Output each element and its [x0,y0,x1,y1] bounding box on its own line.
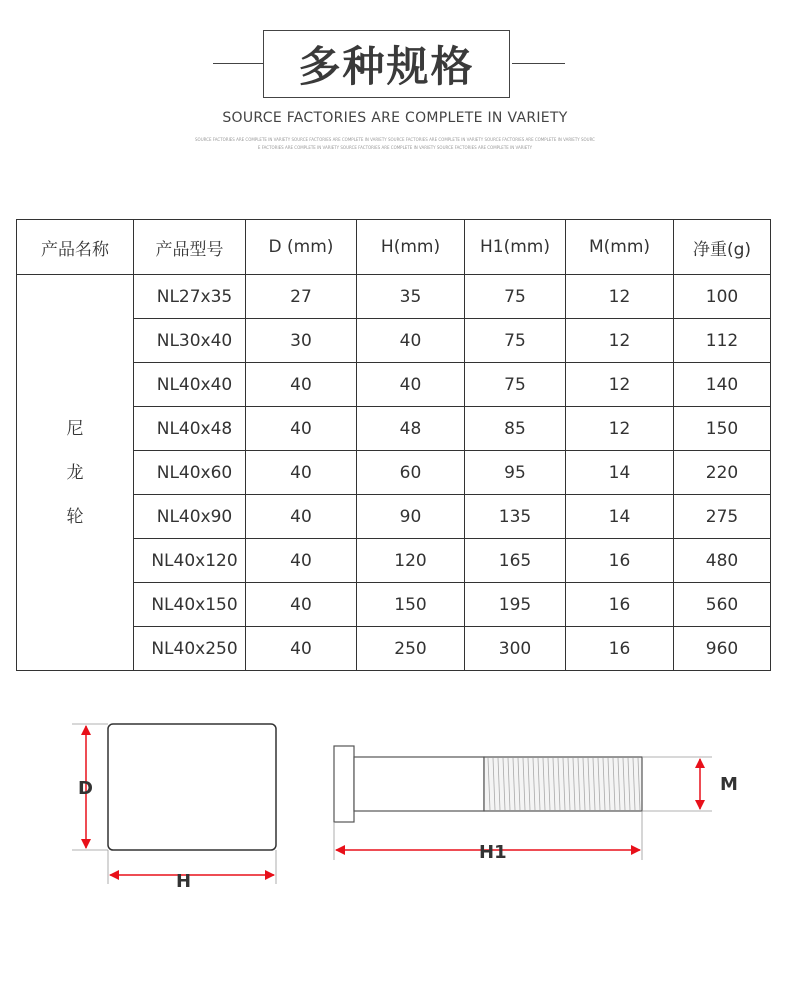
m-cell: 12 [566,407,674,451]
table-header-row [17,220,771,275]
weight-cell: 275 [674,495,771,539]
weight-cell: 150 [674,407,771,451]
m-cell: 14 [566,495,674,539]
weight-cell: 960 [674,627,771,671]
model-cell: NL40x90 [134,495,246,539]
micro-text-line-1: SOURCE FACTORIES ARE COMPLETE IN VARIETY SOURCE FACTORIES ARE COMPLETE IN VARIETY SOURCE FACTORIES ARE COMPLETE IN VARIETY SOURCE FACTORIES ARE COMPLETE IN VARIETY SOURC [195,137,595,142]
weight-cell: 560 [674,583,771,627]
product-name-char: 尼 [66,418,84,439]
d-cell: 40 [246,583,357,627]
title-box [263,30,510,98]
block-drawing [72,724,276,892]
h1-cell: 135 [465,495,566,539]
bolt-shank [354,757,484,811]
model-cell: NL40x60 [134,451,246,495]
block-outline [108,724,276,850]
m-cell: 12 [566,319,674,363]
model-cell: NL27x35 [134,275,246,319]
h-cell: 150 [357,583,465,627]
h1-cell: 300 [465,627,566,671]
h-cell: 35 [357,275,465,319]
h-cell: 60 [357,451,465,495]
column-header: H1(mm) [465,220,566,275]
h1-cell: 165 [465,539,566,583]
label-h1: H1 [479,842,507,863]
d-cell: 40 [246,539,357,583]
micro-text-line-2: E FACTORIES ARE COMPLETE IN VARIETY SOURCE FACTORIES ARE COMPLETE IN VARIETY SOURCE FACTORIES ARE COMPLETE IN VARIETY [257,145,533,150]
d-cell: 40 [246,407,357,451]
product-name-char: 轮 [66,506,84,527]
d-cell: 40 [246,495,357,539]
column-header: D (mm) [246,220,357,275]
model-cell: NL40x250 [134,627,246,671]
label-d: D [78,778,93,799]
h-cell: 48 [357,407,465,451]
weight-cell: 220 [674,451,771,495]
column-header: M(mm) [566,220,674,275]
d-cell: 30 [246,319,357,363]
column-header: H(mm) [357,220,465,275]
h1-cell: 85 [465,407,566,451]
page-subtitle: SOURCE FACTORIES ARE COMPLETE IN VARIETY [222,110,568,126]
title-rule-right [512,63,565,64]
page-title: 多种规格 [298,42,475,91]
column-header: 产品型号 [134,220,246,275]
product-name-cell [17,275,134,671]
h1-cell: 75 [465,275,566,319]
h-cell: 90 [357,495,465,539]
m-cell: 16 [566,583,674,627]
label-h: H [176,871,192,892]
d-cell: 27 [246,275,357,319]
product-name-char: 龙 [66,462,84,483]
m-cell: 12 [566,363,674,407]
bolt-drawing [334,746,738,863]
column-header: 净重(g) [674,220,771,275]
h1-cell: 195 [465,583,566,627]
m-cell: 16 [566,539,674,583]
spec-table [16,219,771,671]
bolt-head [334,746,354,822]
h-cell: 40 [357,363,465,407]
model-cell: NL40x120 [134,539,246,583]
column-header: 产品名称 [17,220,134,275]
weight-cell: 140 [674,363,771,407]
section-header [0,30,790,100]
m-cell: 14 [566,451,674,495]
d-cell: 40 [246,363,357,407]
h-cell: 250 [357,627,465,671]
weight-cell: 112 [674,319,771,363]
weight-cell: 100 [674,275,771,319]
d-cell: 40 [246,627,357,671]
model-cell: NL40x40 [134,363,246,407]
dimension-diagram [0,700,790,900]
h1-cell: 75 [465,363,566,407]
weight-cell: 480 [674,539,771,583]
model-cell: NL30x40 [134,319,246,363]
h1-cell: 95 [465,451,566,495]
m-cell: 16 [566,627,674,671]
label-m: M [720,774,738,795]
table-row [17,275,771,319]
m-cell: 12 [566,275,674,319]
h1-cell: 75 [465,319,566,363]
h-cell: 40 [357,319,465,363]
d-cell: 40 [246,451,357,495]
h-cell: 120 [357,539,465,583]
model-cell: NL40x150 [134,583,246,627]
model-cell: NL40x48 [134,407,246,451]
